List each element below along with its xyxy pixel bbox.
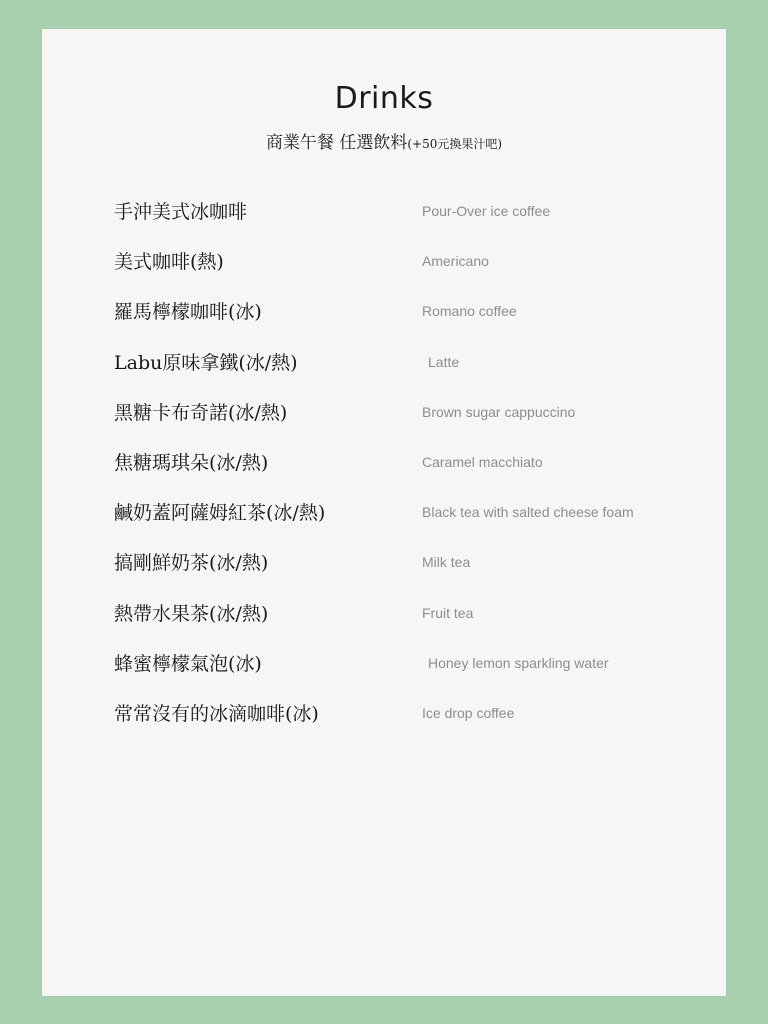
drink-name-en: Fruit tea [422,604,474,621]
drink-name-en: Latte [428,353,460,370]
drink-item [42,448,726,498]
drink-name-zh: 蜂蜜檸檬氣泡(冰) [114,652,262,675]
menu-sheet [42,29,726,996]
drink-name-zh: 美式咖啡(熱) [114,251,224,274]
drink-item [42,348,726,398]
drink-item [42,297,726,347]
drink-item [42,599,726,649]
drink-name-zh: 羅馬檸檬咖啡(冰) [114,301,262,324]
drink-name-zh: 鹹奶蓋阿薩姆紅茶(冰/熱) [114,502,326,525]
drink-name-zh: 常常沒有的冰滴咖啡(冰) [114,702,319,725]
drink-item [42,498,726,548]
drink-name-zh: Labu原味拿鐵(冰/熱) [114,351,298,374]
drink-name-zh: 焦糖瑪琪朵(冰/熱) [114,451,269,474]
drink-name-en: Romano coffee [422,303,517,320]
drink-item [42,699,726,749]
drink-name-zh: 熱帶水果茶(冰/熱) [114,602,269,625]
drink-item [42,398,726,448]
menu-title: Drinks [334,81,434,116]
drink-name-en: Milk tea [422,554,471,571]
drink-item [42,197,726,247]
drink-name-zh: 手沖美式冰咖啡 [114,201,248,223]
drink-name-en: Ice drop coffee [422,704,515,721]
drink-name-zh: 黑糖卡布奇諾(冰/熱) [114,401,288,424]
drink-name-en: Black tea with salted cheese foam [422,504,634,521]
drink-item [42,548,726,598]
drink-name-en: Honey lemon sparkling water [428,654,609,671]
drink-item [42,247,726,297]
drink-name-en: Pour-Over ice coffee [422,203,551,219]
drink-name-zh: 搞剛鮮奶茶(冰/熱) [114,552,269,575]
drink-name-en: Caramel macchiato [422,453,543,470]
menu-subtitle [42,128,726,153]
drink-name-en: Brown sugar cappuccino [422,403,576,420]
drink-item [42,649,726,699]
drink-list [42,197,726,749]
subtitle-note: (+50元換果汁吧) [407,137,503,151]
subtitle-main: 商業午餐 任選飲料 [265,133,408,153]
drink-name-en: Americano [422,253,489,270]
